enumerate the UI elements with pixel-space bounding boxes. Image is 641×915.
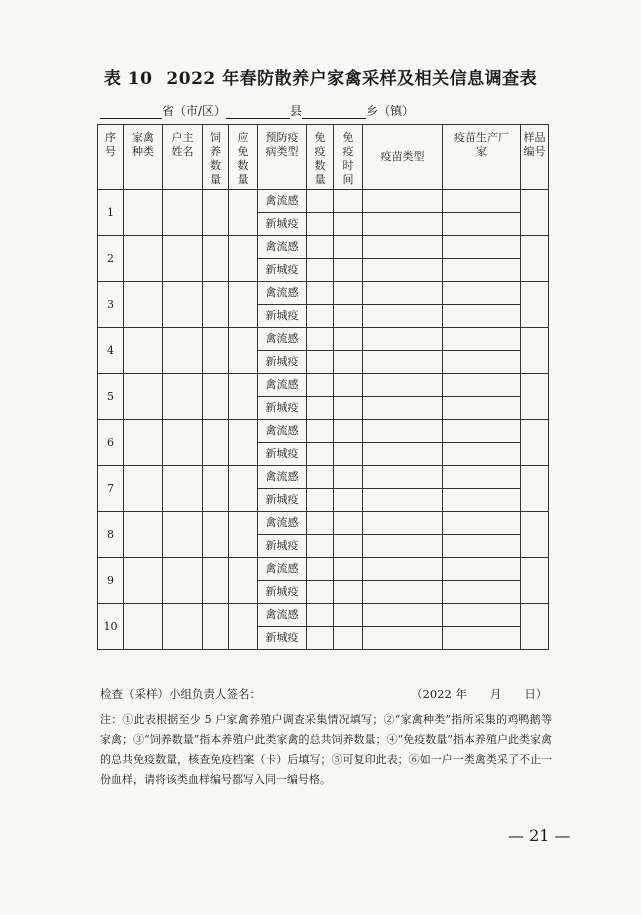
immunized-cell[interactable] (307, 374, 334, 397)
vaccine-maker-cell[interactable] (443, 512, 521, 535)
poultry-type-cell[interactable] (124, 466, 163, 512)
poultry-type-cell[interactable] (124, 604, 163, 650)
immunized-cell[interactable] (307, 512, 334, 535)
immunized-cell[interactable] (307, 627, 334, 650)
raised-cell[interactable] (203, 374, 229, 420)
survey-table (97, 124, 549, 650)
immune-time-cell[interactable] (334, 374, 363, 397)
vaccine-type-cell[interactable] (363, 190, 443, 213)
disease-cell: 禽流感 (258, 466, 307, 489)
table-number: 表 10 (103, 69, 153, 89)
header-should-immunize: 应免数量 (229, 125, 258, 190)
table-row (98, 420, 549, 443)
immunized-cell[interactable] (307, 259, 334, 282)
vaccine-type-cell[interactable] (363, 489, 443, 512)
owner-cell[interactable] (163, 420, 203, 466)
vaccine-maker-cell[interactable] (443, 305, 521, 328)
disease-cell: 禽流感 (258, 282, 307, 305)
disease-cell: 新城疫 (258, 259, 307, 282)
vaccine-type-cell[interactable] (363, 236, 443, 259)
vaccine-type-cell[interactable] (363, 351, 443, 374)
seq-cell: 3 (98, 282, 124, 328)
vaccine-type-cell[interactable] (363, 466, 443, 489)
raised-cell[interactable] (203, 558, 229, 604)
vaccine-maker-cell[interactable] (443, 581, 521, 604)
sample-no-cell[interactable] (521, 374, 549, 420)
immunized-cell[interactable] (307, 397, 334, 420)
owner-cell[interactable] (163, 282, 203, 328)
immune-time-cell[interactable] (334, 512, 363, 535)
vaccine-type-cell[interactable] (363, 581, 443, 604)
page-number: — 21 — (508, 826, 571, 845)
disease-cell: 新城疫 (258, 627, 307, 650)
poultry-type-cell[interactable] (124, 420, 163, 466)
vaccine-maker-cell[interactable] (443, 374, 521, 397)
notes: 注：①此表根据至少 5 户家禽养殖户调查采集情况填写；②“家禽种类”指所采集的鸡鸭鹅等家禽；③“饲养数量”指本养殖户此类家禽的总共饲养数量；④“免疫数量”指本养殖户此类家禽的总共免疫数量，核查免疫档案（卡）后填写；⑤可复印此表；⑥如一户一类禽类采了不止一份血样，请将该类血样编号都写入同一编号格。 (100, 713, 552, 786)
table-row (98, 558, 549, 581)
header-immunized: 免疫数量 (307, 125, 334, 190)
township-label: 乡（镇） (366, 104, 415, 118)
vaccine-maker-cell[interactable] (443, 627, 521, 650)
seq-cell: 6 (98, 420, 124, 466)
poultry-type-cell[interactable] (124, 512, 163, 558)
sample-no-cell[interactable] (521, 466, 549, 512)
immune-time-cell[interactable] (334, 627, 363, 650)
seq-cell: 2 (98, 236, 124, 282)
immune-time-cell[interactable] (334, 213, 363, 236)
should-immunize-cell[interactable] (229, 236, 258, 282)
vaccine-maker-cell[interactable] (443, 328, 521, 351)
vaccine-maker-cell[interactable] (443, 535, 521, 558)
vaccine-maker-cell[interactable] (443, 397, 521, 420)
immune-time-cell[interactable] (334, 558, 363, 581)
disease-cell: 禽流感 (258, 374, 307, 397)
immune-time-cell[interactable] (334, 351, 363, 374)
poultry-type-cell[interactable] (124, 190, 163, 236)
immune-time-cell[interactable] (334, 397, 363, 420)
header-owner: 户主姓名 (163, 125, 203, 190)
poultry-type-cell[interactable] (124, 328, 163, 374)
vaccine-type-cell[interactable] (363, 627, 443, 650)
immunized-cell[interactable] (307, 351, 334, 374)
vaccine-type-cell[interactable] (363, 328, 443, 351)
vaccine-maker-cell[interactable] (443, 420, 521, 443)
owner-cell[interactable] (163, 236, 203, 282)
raised-cell[interactable] (203, 328, 229, 374)
header-vaccine-maker: 疫苗生产厂家 (443, 125, 521, 190)
owner-cell[interactable] (163, 190, 203, 236)
table-row (98, 236, 549, 259)
disease-cell: 禽流感 (258, 604, 307, 627)
should-immunize-cell[interactable] (229, 558, 258, 604)
immunized-cell[interactable] (307, 190, 334, 213)
owner-cell[interactable] (163, 512, 203, 558)
table-row (98, 466, 549, 489)
immune-time-cell[interactable] (334, 305, 363, 328)
disease-cell: 禽流感 (258, 512, 307, 535)
header-vaccine-type: 疫苗类型 (363, 125, 443, 190)
should-immunize-cell[interactable] (229, 420, 258, 466)
immune-time-cell[interactable] (334, 236, 363, 259)
vaccine-maker-cell[interactable] (443, 466, 521, 489)
owner-cell[interactable] (163, 604, 203, 650)
disease-cell: 新城疫 (258, 443, 307, 466)
immune-time-cell[interactable] (334, 420, 363, 443)
vaccine-maker-cell[interactable] (443, 213, 521, 236)
should-immunize-cell[interactable] (229, 604, 258, 650)
sample-no-cell[interactable] (521, 328, 549, 374)
province-blank[interactable] (100, 104, 162, 119)
should-immunize-cell[interactable] (229, 282, 258, 328)
disease-cell: 新城疫 (258, 489, 307, 512)
should-immunize-cell[interactable] (229, 512, 258, 558)
sample-no-cell[interactable] (521, 236, 549, 282)
raised-cell[interactable] (203, 236, 229, 282)
page-title (0, 64, 641, 89)
table-title: 2022 年春防散养户家禽采样及相关信息调查表 (166, 69, 538, 89)
table-row (98, 190, 549, 213)
disease-cell: 新城疫 (258, 397, 307, 420)
date-field: （2022 年 月 日） (411, 687, 548, 701)
vaccine-type-cell[interactable] (363, 420, 443, 443)
header-poultry-type: 家禽种类 (124, 125, 163, 190)
sample-no-cell[interactable] (521, 282, 549, 328)
disease-cell: 禽流感 (258, 328, 307, 351)
immunized-cell[interactable] (307, 282, 334, 305)
immune-time-cell[interactable] (334, 535, 363, 558)
vaccine-type-cell[interactable] (363, 259, 443, 282)
immune-time-cell[interactable] (334, 259, 363, 282)
disease-cell: 新城疫 (258, 581, 307, 604)
immunized-cell[interactable] (307, 305, 334, 328)
poultry-type-cell[interactable] (124, 236, 163, 282)
disease-cell: 禽流感 (258, 558, 307, 581)
immune-time-cell[interactable] (334, 604, 363, 627)
vaccine-type-cell[interactable] (363, 397, 443, 420)
disease-cell: 新城疫 (258, 351, 307, 374)
immunized-cell[interactable] (307, 420, 334, 443)
table-row (98, 328, 549, 351)
signature-line (100, 686, 548, 702)
vaccine-maker-cell[interactable] (443, 259, 521, 282)
immune-time-cell[interactable] (334, 581, 363, 604)
owner-cell[interactable] (163, 328, 203, 374)
seq-cell: 8 (98, 512, 124, 558)
immunized-cell[interactable] (307, 558, 334, 581)
immunized-cell[interactable] (307, 213, 334, 236)
seq-cell: 7 (98, 466, 124, 512)
table-row (98, 282, 549, 305)
vaccine-maker-cell[interactable] (443, 489, 521, 512)
vaccine-maker-cell[interactable] (443, 604, 521, 627)
should-immunize-cell[interactable] (229, 374, 258, 420)
sample-no-cell[interactable] (521, 420, 549, 466)
disease-cell: 新城疫 (258, 535, 307, 558)
disease-cell: 禽流感 (258, 420, 307, 443)
header-disease-type: 预防疫病类型 (258, 125, 307, 190)
should-immunize-cell[interactable] (229, 190, 258, 236)
immunized-cell[interactable] (307, 604, 334, 627)
table-header-row (98, 125, 549, 190)
disease-cell: 禽流感 (258, 236, 307, 259)
raised-cell[interactable] (203, 512, 229, 558)
disease-cell: 禽流感 (258, 190, 307, 213)
raised-cell[interactable] (203, 466, 229, 512)
seq-cell: 9 (98, 558, 124, 604)
owner-cell[interactable] (163, 466, 203, 512)
header-sample-no: 样品编号 (521, 125, 549, 190)
vaccine-maker-cell[interactable] (443, 190, 521, 213)
header-raised: 饲养数量 (203, 125, 229, 190)
vaccine-maker-cell[interactable] (443, 236, 521, 259)
county-blank[interactable] (226, 104, 290, 119)
seq-cell: 1 (98, 190, 124, 236)
raised-cell[interactable] (203, 282, 229, 328)
county-label: 县 (290, 104, 303, 118)
seq-cell: 4 (98, 328, 124, 374)
seq-cell: 5 (98, 374, 124, 420)
table-row (98, 512, 549, 535)
immunized-cell[interactable] (307, 443, 334, 466)
disease-cell: 新城疫 (258, 305, 307, 328)
vaccine-type-cell[interactable] (363, 443, 443, 466)
immune-time-cell[interactable] (334, 282, 363, 305)
immune-time-cell[interactable] (334, 466, 363, 489)
should-immunize-cell[interactable] (229, 466, 258, 512)
vaccine-type-cell[interactable] (363, 213, 443, 236)
disease-cell: 新城疫 (258, 213, 307, 236)
owner-cell[interactable] (163, 374, 203, 420)
seq-cell: 10 (98, 604, 124, 650)
signature-label: 检查（采样）小组负责人签名： (100, 687, 261, 701)
table-body (98, 190, 549, 650)
poultry-type-cell[interactable] (124, 374, 163, 420)
owner-cell[interactable] (163, 558, 203, 604)
sample-no-cell[interactable] (521, 604, 549, 650)
immune-time-cell[interactable] (334, 190, 363, 213)
vaccine-maker-cell[interactable] (443, 443, 521, 466)
immunized-cell[interactable] (307, 489, 334, 512)
vaccine-type-cell[interactable] (363, 512, 443, 535)
sample-no-cell[interactable] (521, 190, 549, 236)
poultry-type-cell[interactable] (124, 282, 163, 328)
vaccine-maker-cell[interactable] (443, 558, 521, 581)
township-blank[interactable] (302, 104, 366, 119)
immunized-cell[interactable] (307, 535, 334, 558)
vaccine-maker-cell[interactable] (443, 351, 521, 374)
vaccine-type-cell[interactable] (363, 305, 443, 328)
region-line (100, 102, 414, 119)
immunized-cell[interactable] (307, 236, 334, 259)
table-row (98, 604, 549, 627)
header-seq: 序号 (98, 125, 124, 190)
table-row (98, 374, 549, 397)
vaccine-type-cell[interactable] (363, 282, 443, 305)
sample-no-cell[interactable] (521, 512, 549, 558)
vaccine-type-cell[interactable] (363, 374, 443, 397)
immunized-cell[interactable] (307, 328, 334, 351)
vaccine-type-cell[interactable] (363, 604, 443, 627)
vaccine-type-cell[interactable] (363, 535, 443, 558)
should-immunize-cell[interactable] (229, 328, 258, 374)
raised-cell[interactable] (203, 190, 229, 236)
province-label: 省（市/区） (162, 104, 227, 118)
vaccine-type-cell[interactable] (363, 558, 443, 581)
poultry-type-cell[interactable] (124, 558, 163, 604)
raised-cell[interactable] (203, 604, 229, 650)
immune-time-cell[interactable] (334, 328, 363, 351)
immune-time-cell[interactable] (334, 443, 363, 466)
immune-time-cell[interactable] (334, 489, 363, 512)
vaccine-maker-cell[interactable] (443, 282, 521, 305)
raised-cell[interactable] (203, 420, 229, 466)
header-immune-time: 免疫时间 (334, 125, 363, 190)
immunized-cell[interactable] (307, 581, 334, 604)
sample-no-cell[interactable] (521, 558, 549, 604)
immunized-cell[interactable] (307, 466, 334, 489)
